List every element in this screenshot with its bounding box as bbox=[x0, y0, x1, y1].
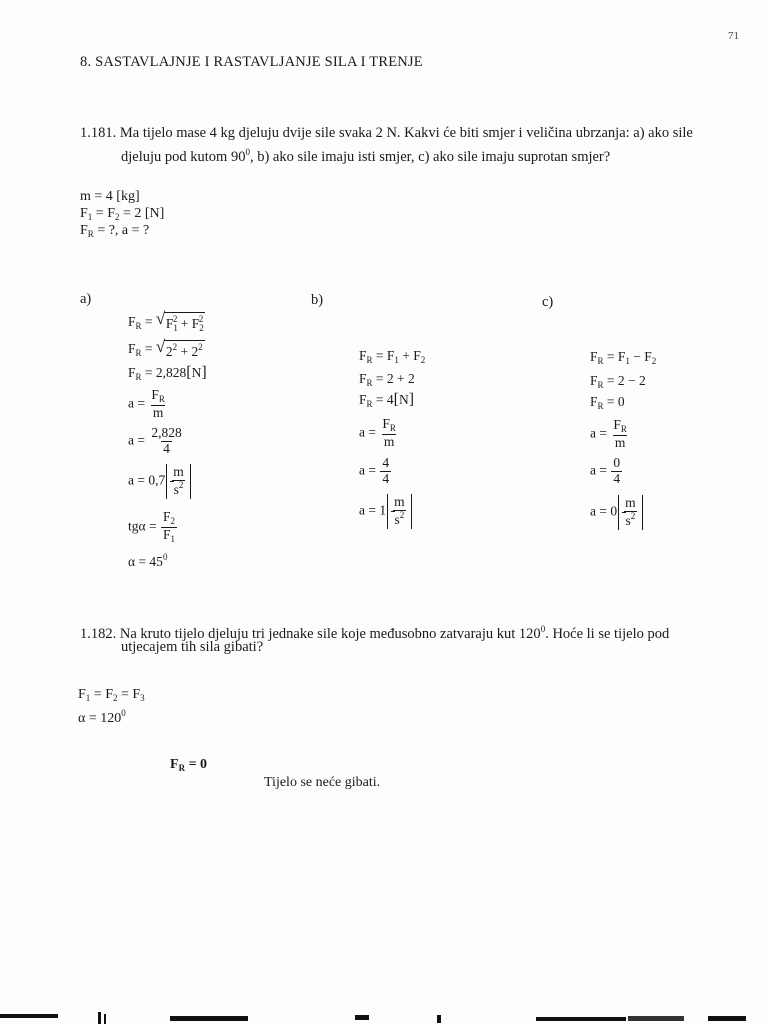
problem-181-line1 bbox=[80, 124, 693, 143]
page-number: 71 bbox=[728, 30, 739, 42]
given-mass: m = 4 [kg] bbox=[80, 189, 140, 204]
given-182-forces: $F_1 = F_2 = F_3$ bbox=[78, 687, 145, 703]
part-b-eq-a1: a = $\frac{F_R}{m}$ bbox=[359, 416, 396, 449]
scan-artifact bbox=[628, 1016, 684, 1021]
part-c-eq-a1: a = $\frac{F_R}{m}$ bbox=[590, 417, 627, 450]
scan-artifact bbox=[355, 1015, 369, 1020]
part-b-eq-fr2: $F_R = 2 + 2$ bbox=[359, 371, 415, 388]
part-c-eq-a3: a = 0 $\frac{m}{s^2}$ bbox=[590, 495, 643, 530]
scan-artifact bbox=[98, 1012, 101, 1024]
problem-182-line1: 1.182. Na kruto tijelo djeluju tri jednake sile koje međusobno zatvaraju kut $120^0$. Hoće li se tijelo pod bbox=[80, 624, 670, 642]
given-182-angle: $\alpha = 120^0$ bbox=[78, 708, 126, 726]
part-a-eq-fr3: $F_R = 2,828[N]$ bbox=[128, 364, 207, 382]
part-b-eq-fr1: $F_R = F_1 + F_2$ bbox=[359, 348, 426, 365]
problem-181-text-2a: djeluju pod kutom 90 bbox=[121, 149, 246, 165]
part-a-eq-fr1: $F_R$ = √ $F_1^2 + F_2^2$ bbox=[128, 309, 204, 333]
part-a-eq-alpha: $\alpha = 45^0$ bbox=[128, 552, 168, 569]
given-unknowns: $F_R$ = ?, a = ? bbox=[80, 223, 150, 239]
part-c-eq-fr1: $F_R = F_1 - F_2$ bbox=[590, 349, 657, 366]
given-forces: $F_1 = F_2 = 2$ [N] bbox=[80, 206, 165, 222]
problem-181-text-2b: , b) ako sile imaju isti smjer, c) ako sile imaju suprotan smjer? bbox=[249, 149, 611, 165]
part-b-eq-a2: a = $\frac{4}{4}$ bbox=[359, 455, 390, 486]
problem-182-line2: utjecajem tih sila gibati? bbox=[121, 639, 264, 655]
problem-182-number: 1.182. bbox=[80, 626, 117, 642]
problem-181-text-1: Ma tijelo mase 4 kg djeluju dvije sile svaka 2 N. Kakvi će biti smjer i veličina ubrzanja: a) ako sile bbox=[119, 125, 693, 141]
part-c-label: c) bbox=[542, 294, 554, 310]
part-a-eq-a2: a = $\frac{2,828}{4}$ bbox=[128, 425, 182, 456]
conclusion-text: Tijelo se neće gibati. bbox=[264, 775, 381, 790]
scan-artifact bbox=[170, 1016, 248, 1021]
scan-artifact bbox=[0, 1014, 58, 1018]
result-fr: $F_R = 0$ bbox=[170, 757, 208, 773]
chapter-title: 8. SASTAVLAJNJE I RASTAVLJANJE SILA I TRENJE bbox=[80, 54, 423, 70]
scan-artifact bbox=[708, 1016, 746, 1021]
part-a-eq-fr2: $F_R$ = √ $2^2 + 2^2$ bbox=[128, 337, 203, 359]
part-a-eq-tg: tgα = $\frac{F_2}{F_1}$ bbox=[128, 509, 175, 544]
degree-sup: 0 bbox=[245, 147, 250, 157]
part-c-eq-fr2: $F_R = 2 - 2$ bbox=[590, 373, 646, 390]
part-b-eq-fr3: $F_R = 4[N]$ bbox=[359, 391, 415, 409]
problem-181-line2 bbox=[121, 143, 610, 167]
part-a-label: a) bbox=[80, 291, 92, 307]
part-b-eq-a3: a = 1 $\frac{m}{s^2}$ bbox=[359, 494, 412, 529]
part-c-eq-fr3: $F_R = 0$ bbox=[590, 394, 625, 411]
part-c-eq-a2: a = $\frac{0}{4}$ bbox=[590, 455, 621, 486]
part-a-eq-a3: a = 0,7 $\frac{m}{s^2}$ bbox=[128, 464, 191, 499]
scan-artifact bbox=[437, 1015, 441, 1023]
part-b-label: b) bbox=[311, 292, 324, 308]
problem-181-number: 1.181. bbox=[80, 125, 117, 141]
scan-artifact bbox=[104, 1014, 106, 1024]
scan-artifact bbox=[536, 1017, 626, 1021]
part-a-eq-a1: a = $\frac{F_R}{m}$ bbox=[128, 387, 165, 420]
